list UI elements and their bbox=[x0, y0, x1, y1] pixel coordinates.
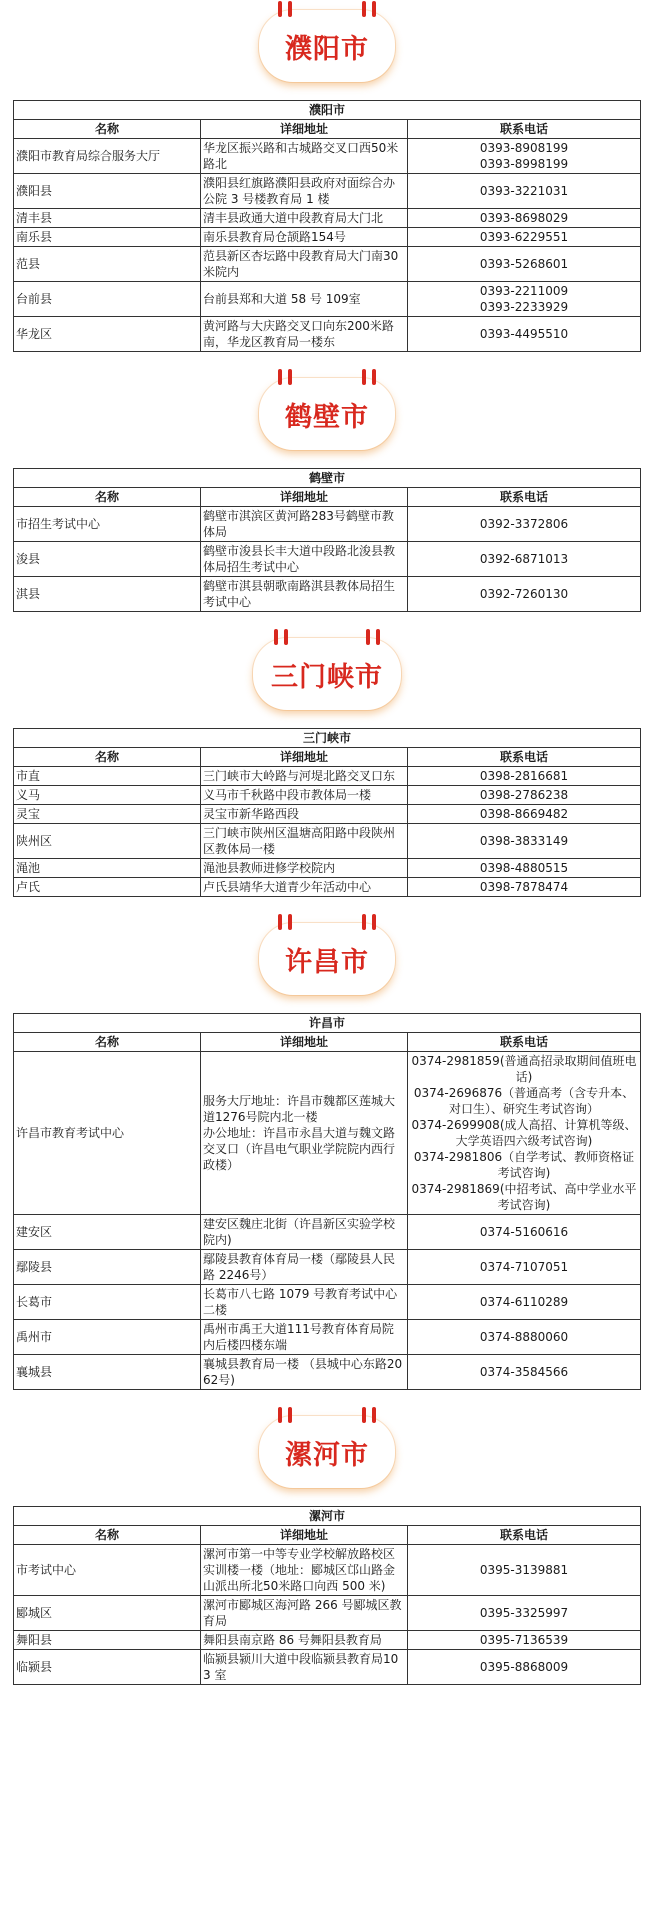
cell-address: 渑池县教师进修学校院内 bbox=[201, 859, 408, 878]
table-header-row bbox=[14, 1033, 641, 1052]
badge-pin-decoration bbox=[278, 369, 282, 385]
cell-phone: 0392-6871013 bbox=[408, 542, 641, 577]
city-section bbox=[0, 0, 654, 352]
cell-address: 台前县郑和大道 58 号 109室 bbox=[201, 282, 408, 317]
cell-address: 三门峡市大岭路与河堤北路交叉口东 bbox=[201, 767, 408, 786]
column-header-name: 名称 bbox=[14, 120, 201, 139]
column-header-address: 详细地址 bbox=[201, 1526, 408, 1545]
cell-phone: 0374-3584566 bbox=[408, 1355, 641, 1390]
column-header-address: 详细地址 bbox=[201, 748, 408, 767]
column-header-phone: 联系电话 bbox=[408, 748, 641, 767]
cell-address: 鹤壁市淇县朝歌南路淇县教体局招生考试中心 bbox=[201, 577, 408, 612]
cell-phone: 0395-3325997 bbox=[408, 1596, 641, 1631]
badge-pins bbox=[259, 1, 395, 17]
cell-address: 漯河市郾城区海河路 266 号郾城区教育局 bbox=[201, 1596, 408, 1631]
cell-name: 襄城县 bbox=[14, 1355, 201, 1390]
cell-address: 禹州市禹王大道111号教育体育局院内后楼四楼东端 bbox=[201, 1320, 408, 1355]
table-row bbox=[14, 209, 641, 228]
city-badge-area bbox=[0, 1406, 654, 1506]
cell-phone: 0398-4880515 bbox=[408, 859, 641, 878]
contact-table bbox=[13, 1506, 641, 1685]
table-title: 三门峡市 bbox=[14, 729, 641, 748]
table-row bbox=[14, 1650, 641, 1685]
city-badge bbox=[259, 923, 395, 995]
city-badge bbox=[259, 10, 395, 82]
cell-phone: 0393-2211009 0393-2233929 bbox=[408, 282, 641, 317]
city-badge-title: 鹤壁市 bbox=[285, 401, 369, 433]
table-title: 许昌市 bbox=[14, 1014, 641, 1033]
badge-pin-decoration bbox=[278, 1, 282, 17]
badge-pin-decoration bbox=[288, 1407, 292, 1423]
cell-phone: 0392-3372806 bbox=[408, 507, 641, 542]
city-section bbox=[0, 913, 654, 1390]
badge-pin-decoration bbox=[362, 1, 366, 17]
cell-name: 浚县 bbox=[14, 542, 201, 577]
cell-phone: 0398-3833149 bbox=[408, 824, 641, 859]
cell-phone: 0393-4495510 bbox=[408, 317, 641, 352]
column-header-name: 名称 bbox=[14, 1526, 201, 1545]
cell-phone: 0398-8669482 bbox=[408, 805, 641, 824]
cell-address: 鹤壁市淇滨区黄河路283号鹤壁市教体局 bbox=[201, 507, 408, 542]
cell-address: 义马市千秋路中段市教体局一楼 bbox=[201, 786, 408, 805]
badge-pins bbox=[259, 914, 395, 930]
city-section bbox=[0, 628, 654, 897]
column-header-phone: 联系电话 bbox=[408, 1033, 641, 1052]
badge-pin-decoration bbox=[362, 369, 366, 385]
contact-table bbox=[13, 728, 641, 897]
cell-address: 鹤壁市浚县长丰大道中段路北浚县教体局招生考试中心 bbox=[201, 542, 408, 577]
table-title: 鹤壁市 bbox=[14, 469, 641, 488]
cell-name: 范县 bbox=[14, 247, 201, 282]
column-header-name: 名称 bbox=[14, 1033, 201, 1052]
cell-address: 鄢陵县教育体育局一楼（鄢陵县人民路 2246号） bbox=[201, 1250, 408, 1285]
column-header-address: 详细地址 bbox=[201, 1033, 408, 1052]
cell-phone: 0393-5268601 bbox=[408, 247, 641, 282]
table-title-row bbox=[14, 729, 641, 748]
badge-pins bbox=[253, 629, 401, 645]
contact-table bbox=[13, 468, 641, 612]
table-row bbox=[14, 1250, 641, 1285]
table-title: 漯河市 bbox=[14, 1507, 641, 1526]
table-row bbox=[14, 282, 641, 317]
column-header-phone: 联系电话 bbox=[408, 488, 641, 507]
badge-pin-decoration bbox=[372, 369, 376, 385]
table-title-row bbox=[14, 469, 641, 488]
cell-name: 华龙区 bbox=[14, 317, 201, 352]
badge-pin-decoration bbox=[362, 1407, 366, 1423]
city-section bbox=[0, 1406, 654, 1685]
table-row bbox=[14, 824, 641, 859]
cell-address: 濮阳县红旗路濮阳县政府对面综合办公院 3 号楼教育局 1 楼 bbox=[201, 174, 408, 209]
cell-address: 长葛市八七路 1079 号教育考试中心二楼 bbox=[201, 1285, 408, 1320]
table-row bbox=[14, 1631, 641, 1650]
column-header-phone: 联系电话 bbox=[408, 1526, 641, 1545]
cell-phone: 0393-6229551 bbox=[408, 228, 641, 247]
badge-pin-decoration bbox=[278, 1407, 282, 1423]
cell-name: 市招生考试中心 bbox=[14, 507, 201, 542]
cell-phone: 0392-7260130 bbox=[408, 577, 641, 612]
table-row bbox=[14, 1545, 641, 1596]
city-badge bbox=[259, 378, 395, 450]
table-row bbox=[14, 1355, 641, 1390]
cell-name: 舞阳县 bbox=[14, 1631, 201, 1650]
badge-pin-decoration bbox=[288, 914, 292, 930]
contact-table bbox=[13, 100, 641, 352]
cell-phone: 0393-3221031 bbox=[408, 174, 641, 209]
cell-address: 漯河市第一中等专业学校解放路校区实训楼一楼（地址：郾城区邙山路金山派出所北50米路口向西 500 米) bbox=[201, 1545, 408, 1596]
cell-name: 义马 bbox=[14, 786, 201, 805]
table-title-row bbox=[14, 1507, 641, 1526]
badge-pin-decoration bbox=[372, 1407, 376, 1423]
city-badge-area bbox=[0, 628, 654, 728]
table-title-row bbox=[14, 1014, 641, 1033]
cell-name: 郾城区 bbox=[14, 1596, 201, 1631]
badge-pin-decoration bbox=[372, 1, 376, 17]
cell-address: 南乐县教育局仓颉路154号 bbox=[201, 228, 408, 247]
city-badge bbox=[259, 1416, 395, 1488]
cell-phone: 0374-2981859(普通高招录取期间值班电话) 0374-2696876（普通高考（含专升本、对口生）、研究生考试咨询） 0374-2699908(成人高招、计算机等级、大学英语四六级考试咨询) 0374-2981806（自学考试、教师资格证考试咨询) 0374-2981869(中招考试、高中学业水平考试咨询) bbox=[408, 1052, 641, 1215]
cell-phone: 0395-8868009 bbox=[408, 1650, 641, 1685]
city-badge-title: 濮阳市 bbox=[285, 33, 369, 65]
cell-phone: 0398-2816681 bbox=[408, 767, 641, 786]
table-row bbox=[14, 139, 641, 174]
table-row bbox=[14, 507, 641, 542]
cell-phone: 0393-8908199 0393-8998199 bbox=[408, 139, 641, 174]
cell-name: 淇县 bbox=[14, 577, 201, 612]
badge-pin-decoration bbox=[284, 629, 288, 645]
cell-phone: 0374-5160616 bbox=[408, 1215, 641, 1250]
table-header-row bbox=[14, 1526, 641, 1545]
badge-pin-decoration bbox=[372, 914, 376, 930]
table-row bbox=[14, 1320, 641, 1355]
column-header-name: 名称 bbox=[14, 488, 201, 507]
cell-name: 台前县 bbox=[14, 282, 201, 317]
column-header-address: 详细地址 bbox=[201, 488, 408, 507]
cell-address: 襄城县教育局一楼 （县城中心东路2062号) bbox=[201, 1355, 408, 1390]
cell-name: 长葛市 bbox=[14, 1285, 201, 1320]
column-header-address: 详细地址 bbox=[201, 120, 408, 139]
cell-name: 建安区 bbox=[14, 1215, 201, 1250]
cell-name: 渑池 bbox=[14, 859, 201, 878]
cell-name: 陕州区 bbox=[14, 824, 201, 859]
cell-phone: 0398-2786238 bbox=[408, 786, 641, 805]
column-header-name: 名称 bbox=[14, 748, 201, 767]
table-row bbox=[14, 878, 641, 897]
city-badge-area bbox=[0, 913, 654, 1013]
cell-address: 范县新区杏坛路中段教育局大门南30 米院内 bbox=[201, 247, 408, 282]
badge-pin-decoration bbox=[288, 369, 292, 385]
column-header-phone: 联系电话 bbox=[408, 120, 641, 139]
table-row bbox=[14, 859, 641, 878]
cell-name: 市考试中心 bbox=[14, 1545, 201, 1596]
cell-name: 卢氏 bbox=[14, 878, 201, 897]
table-row bbox=[14, 767, 641, 786]
cell-address: 三门峡市陕州区温塘高阳路中段陕州区教体局一楼 bbox=[201, 824, 408, 859]
table-row bbox=[14, 805, 641, 824]
city-badge-title: 三门峡市 bbox=[271, 661, 383, 693]
cell-name: 南乐县 bbox=[14, 228, 201, 247]
cell-phone: 0393-8698029 bbox=[408, 209, 641, 228]
city-badge-area bbox=[0, 368, 654, 468]
city-badge bbox=[253, 638, 401, 710]
city-section bbox=[0, 368, 654, 612]
cell-name: 灵宝 bbox=[14, 805, 201, 824]
cell-name: 濮阳县 bbox=[14, 174, 201, 209]
cell-phone: 0374-6110289 bbox=[408, 1285, 641, 1320]
cell-name: 禹州市 bbox=[14, 1320, 201, 1355]
city-badge-area bbox=[0, 0, 654, 100]
table-header-row bbox=[14, 120, 641, 139]
table-row bbox=[14, 174, 641, 209]
badge-pin-decoration bbox=[278, 914, 282, 930]
city-badge-title: 漯河市 bbox=[285, 1439, 369, 1471]
cell-phone: 0374-8880060 bbox=[408, 1320, 641, 1355]
cell-phone: 0398-7878474 bbox=[408, 878, 641, 897]
badge-pin-decoration bbox=[288, 1, 292, 17]
cell-phone: 0395-7136539 bbox=[408, 1631, 641, 1650]
table-row bbox=[14, 1052, 641, 1215]
table-row bbox=[14, 1215, 641, 1250]
cell-address: 建安区魏庄北街（许昌新区实验学校院内) bbox=[201, 1215, 408, 1250]
cell-address: 黄河路与大庆路交叉口向东200米路南，华龙区教育局一楼东 bbox=[201, 317, 408, 352]
table-header-row bbox=[14, 748, 641, 767]
cell-name: 鄢陵县 bbox=[14, 1250, 201, 1285]
badge-pins bbox=[259, 1407, 395, 1423]
city-badge-title: 许昌市 bbox=[285, 946, 369, 978]
badge-pin-decoration bbox=[362, 914, 366, 930]
table-row bbox=[14, 228, 641, 247]
cell-name: 市直 bbox=[14, 767, 201, 786]
contact-table bbox=[13, 1013, 641, 1390]
badge-pins bbox=[259, 369, 395, 385]
cell-address: 服务大厅地址：许昌市魏都区莲城大道1276号院内北一楼 办公地址：许昌市永昌大道与魏文路交叉口（许昌电气职业学院院内西行政楼） bbox=[201, 1052, 408, 1215]
cell-address: 临颍县颍川大道中段临颍县教育局103 室 bbox=[201, 1650, 408, 1685]
badge-pin-decoration bbox=[274, 629, 278, 645]
table-row bbox=[14, 1596, 641, 1631]
cell-address: 华龙区振兴路和古城路交叉口西50米路北 bbox=[201, 139, 408, 174]
cell-name: 临颍县 bbox=[14, 1650, 201, 1685]
cell-address: 卢氏县靖华大道青少年活动中心 bbox=[201, 878, 408, 897]
badge-pin-decoration bbox=[376, 629, 380, 645]
table-row bbox=[14, 786, 641, 805]
table-header-row bbox=[14, 488, 641, 507]
table-row bbox=[14, 577, 641, 612]
table-title-row bbox=[14, 101, 641, 120]
table-row bbox=[14, 1285, 641, 1320]
cell-phone: 0374-7107051 bbox=[408, 1250, 641, 1285]
table-title: 濮阳市 bbox=[14, 101, 641, 120]
cell-address: 舞阳县南京路 86 号舞阳县教育局 bbox=[201, 1631, 408, 1650]
cell-name: 濮阳市教育局综合服务大厅 bbox=[14, 139, 201, 174]
cell-name: 清丰县 bbox=[14, 209, 201, 228]
table-row bbox=[14, 317, 641, 352]
cell-name: 许昌市教育考试中心 bbox=[14, 1052, 201, 1215]
cell-address: 清丰县政通大道中段教育局大门北 bbox=[201, 209, 408, 228]
cell-phone: 0395-3139881 bbox=[408, 1545, 641, 1596]
table-row bbox=[14, 247, 641, 282]
cell-address: 灵宝市新华路西段 bbox=[201, 805, 408, 824]
table-row bbox=[14, 542, 641, 577]
badge-pin-decoration bbox=[366, 629, 370, 645]
